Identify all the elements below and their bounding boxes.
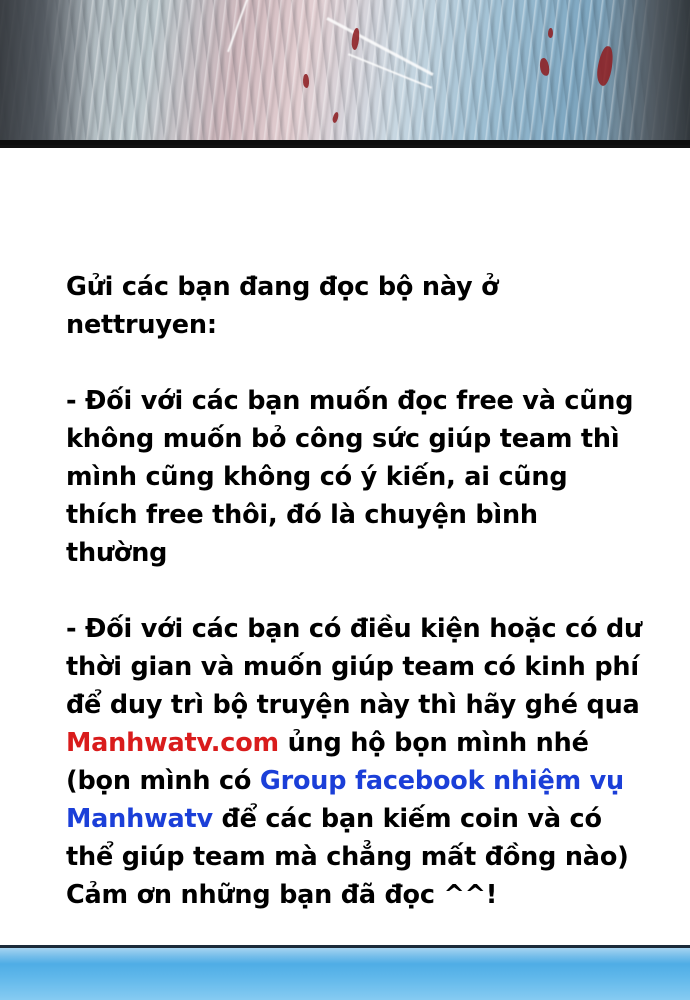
artwork-blood-splatter	[548, 28, 553, 38]
note-closing: Cảm ơn những bạn đã đọc ^^!	[66, 880, 498, 910]
translator-note	[0, 148, 690, 945]
note-support-text-part3: để các bạn kiếm coin và có thể giúp team mà chẳng mất đồng nào)	[66, 804, 629, 872]
note-support-text-part1: - Đối với các bạn có điều kiện hoặc có dư thời gian và muốn giúp team có kinh phí để duy trì bộ truyện này thì hãy ghé qua	[66, 614, 642, 720]
note-heading: Gửi các bạn đang đọc bộ này ở nettruyen:	[66, 272, 499, 340]
artwork-bottom-glow	[0, 948, 690, 964]
note-paragraph-free: - Đối với các bạn muốn đọc free và cũng không muốn bỏ công sức giúp team thì mình cũng không có ý kiến, ai cũng thích free thôi, đó là chuyện bình thường	[66, 386, 634, 568]
artwork-shadow-left	[0, 0, 95, 145]
artwork-shadow-right	[605, 0, 690, 145]
artwork-panel-bottom	[0, 948, 690, 1000]
link-manhwatv-site[interactable]: Manhwatv.com	[66, 728, 279, 758]
link-facebook-group[interactable]: Group facebook nhiệm vụ Manhwatv	[66, 766, 624, 834]
note-spacer	[66, 344, 644, 382]
artwork-panel-top	[0, 0, 690, 145]
note-spacer	[66, 572, 644, 610]
note-support-text-part2: ủng hộ bọn mình nhé (bọn mình có	[66, 728, 589, 796]
artwork-speedline-texture	[0, 0, 690, 145]
note-paragraph-support	[66, 610, 644, 876]
